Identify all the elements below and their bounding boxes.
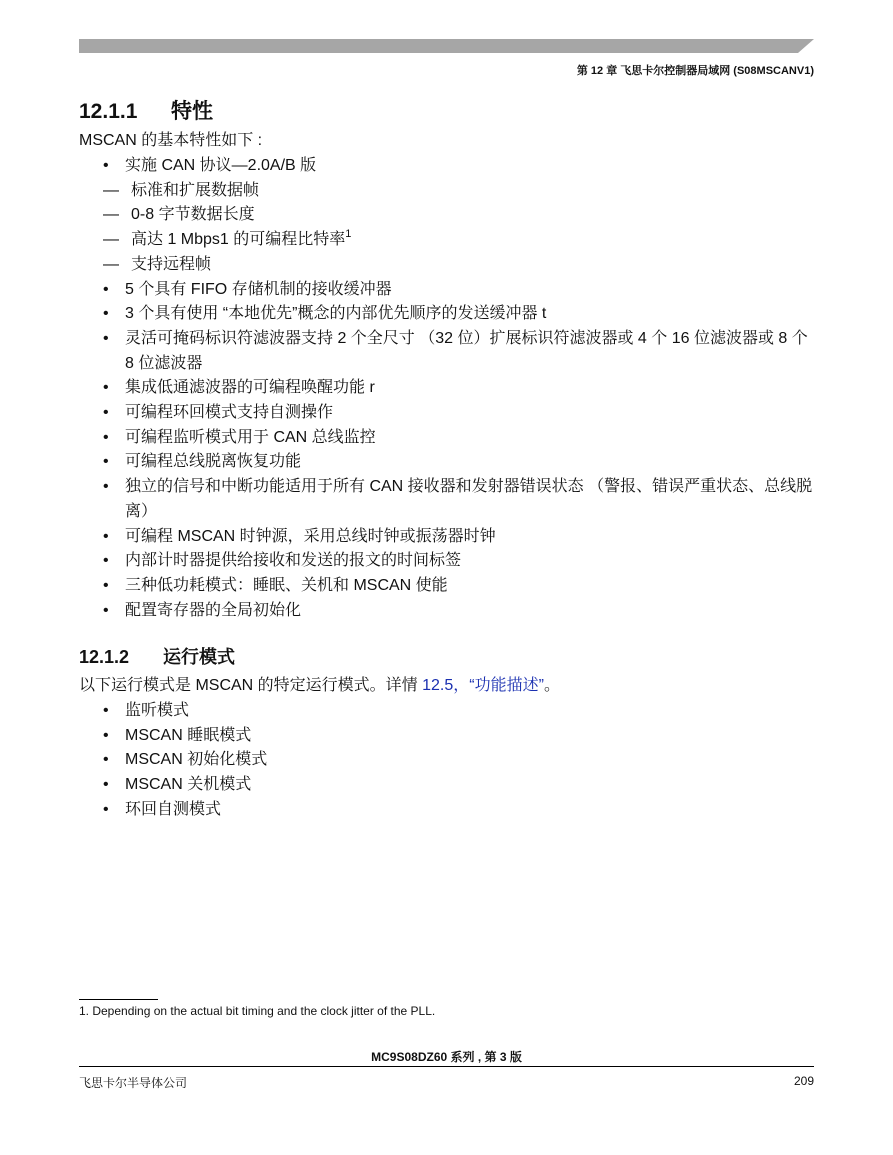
list-item-text: 可编程 MSCAN 时钟源，采用总线时钟或振荡器时钟	[125, 527, 496, 545]
list-item	[103, 724, 815, 749]
bullet-marker: •	[103, 527, 109, 545]
sub-list-item	[103, 228, 815, 253]
chapter-header: 第 12 章 飞思卡尔控制器局域网 (S08MSCANV1)	[576, 65, 814, 77]
sub-list-item	[103, 253, 815, 278]
list-item	[103, 549, 815, 574]
footer-company: 飞思卡尔半导体公司	[79, 1076, 188, 1090]
dash-marker: —	[103, 255, 119, 273]
list-item-text: MSCAN 关机模式	[125, 776, 252, 794]
list-item	[103, 376, 815, 401]
section-title: 运行模式	[163, 647, 235, 667]
modes-intro-suffix: 。	[543, 677, 560, 694]
list-item-text: 可编程总线脱离恢复功能	[125, 453, 302, 471]
list-item	[103, 154, 815, 179]
list-item	[103, 426, 815, 451]
list-item-text: 实施 CAN 协议—2.0A/B 版	[125, 157, 317, 174]
section-number: 12.1.1	[79, 100, 138, 123]
list-item	[103, 773, 815, 798]
features-intro: MSCAN 的基本特性如下 :	[79, 132, 263, 149]
list-item-text: MSCAN 初始化模式	[125, 751, 268, 769]
bullet-marker: •	[103, 478, 109, 496]
footnote-ref: 1	[345, 227, 352, 240]
list-item-text: 3 个具有使用 “本地优先”概念的内部优先顺序的发送缓冲器 t	[125, 305, 547, 323]
list-item	[103, 278, 815, 303]
list-item-text: 环回自测模式	[125, 800, 222, 818]
bullet-marker: •	[103, 552, 109, 570]
list-item	[103, 574, 815, 599]
bullet-marker: •	[103, 428, 109, 446]
list-item	[103, 302, 815, 327]
bullet-marker: •	[103, 157, 109, 174]
list-item-text: MSCAN 睡眠模式	[125, 726, 252, 744]
bullet-marker: •	[103, 379, 109, 397]
bullet-marker: •	[103, 280, 109, 298]
bullet-marker: •	[103, 726, 109, 744]
function-description-link[interactable]: 12.5，“功能描述”	[422, 677, 544, 694]
list-item-text: 配置寄存器的全局初始化	[125, 601, 302, 619]
dash-marker: —	[103, 181, 119, 199]
bullet-marker: •	[103, 601, 109, 619]
list-item	[103, 450, 815, 475]
list-item	[103, 798, 815, 823]
bullet-marker: •	[103, 800, 109, 818]
bullet-marker: •	[103, 329, 109, 347]
section-heading-features	[79, 95, 213, 125]
list-item	[103, 599, 815, 624]
page-number: 209	[793, 1074, 814, 1088]
list-item	[103, 699, 815, 724]
list-item	[103, 401, 815, 426]
footnote-divider	[79, 999, 158, 1000]
list-item	[103, 327, 815, 376]
dash-marker: —	[103, 231, 119, 249]
list-item-text: 独立的信号和中断功能适用于所有 CAN 接收器和发射器错误状态 （警报、错误严重状态、总线脱离）	[125, 478, 813, 520]
list-item-text: 可编程环回模式支持自测操作	[125, 404, 334, 422]
section-title: 特性	[171, 100, 213, 123]
list-item-text: 内部计时器提供给接收和发送的报文的时间标签	[125, 552, 462, 570]
bullet-marker: •	[103, 776, 109, 794]
bullet-marker: •	[103, 702, 109, 719]
modes-list	[103, 699, 815, 823]
bullet-marker: •	[103, 576, 109, 594]
footnote: 1. Depending on the actual bit timing and the clock jitter of the PLL.	[79, 1004, 436, 1018]
list-item-text: 灵活可掩码标识符滤波器支持 2 个全尺寸 （32 位）扩展标识符滤波器或 4 个 16 位滤波器或 8 个 8 位滤波器	[125, 329, 808, 372]
header-bar	[79, 39, 814, 53]
list-item-text: 三种低功耗模式：睡眠、关机和 MSCAN 使能	[125, 576, 448, 594]
sub-item-text: 高达 1 Mbps1 的可编程比特率	[131, 231, 346, 249]
bullet-marker: •	[103, 404, 109, 422]
sub-item-text: 支持远程帧	[131, 255, 212, 273]
sub-list-item	[103, 179, 815, 204]
modes-intro-text: 以下运行模式是 MSCAN 的特定运行模式。详情	[79, 677, 423, 694]
list-item-text: 5 个具有 FIFO 存储机制的接收缓冲器	[125, 280, 392, 298]
list-item	[103, 475, 815, 524]
list-item	[103, 525, 815, 550]
list-item-text: 可编程监听模式用于 CAN 总线监控	[125, 428, 376, 446]
footer-title: MC9S08DZ60 系列 , 第 3 版	[371, 1050, 522, 1064]
bullet-marker: •	[103, 453, 109, 471]
list-item	[103, 748, 815, 773]
bullet-marker: •	[103, 305, 109, 323]
sub-item-text: 0-8 字节数据长度	[131, 206, 255, 224]
sub-list-item	[103, 203, 815, 228]
features-list	[103, 154, 815, 623]
dash-marker: —	[103, 206, 119, 224]
list-item-text: 集成低通滤波器的可编程唤醒功能 r	[125, 379, 375, 397]
footer-divider	[79, 1066, 814, 1067]
section-number: 12.1.2	[79, 647, 130, 667]
bullet-marker: •	[103, 751, 109, 769]
modes-intro	[79, 674, 560, 698]
sub-item-text: 标准和扩展数据帧	[131, 181, 260, 199]
section-heading-modes	[79, 643, 235, 669]
list-item-text: 监听模式	[125, 702, 190, 719]
